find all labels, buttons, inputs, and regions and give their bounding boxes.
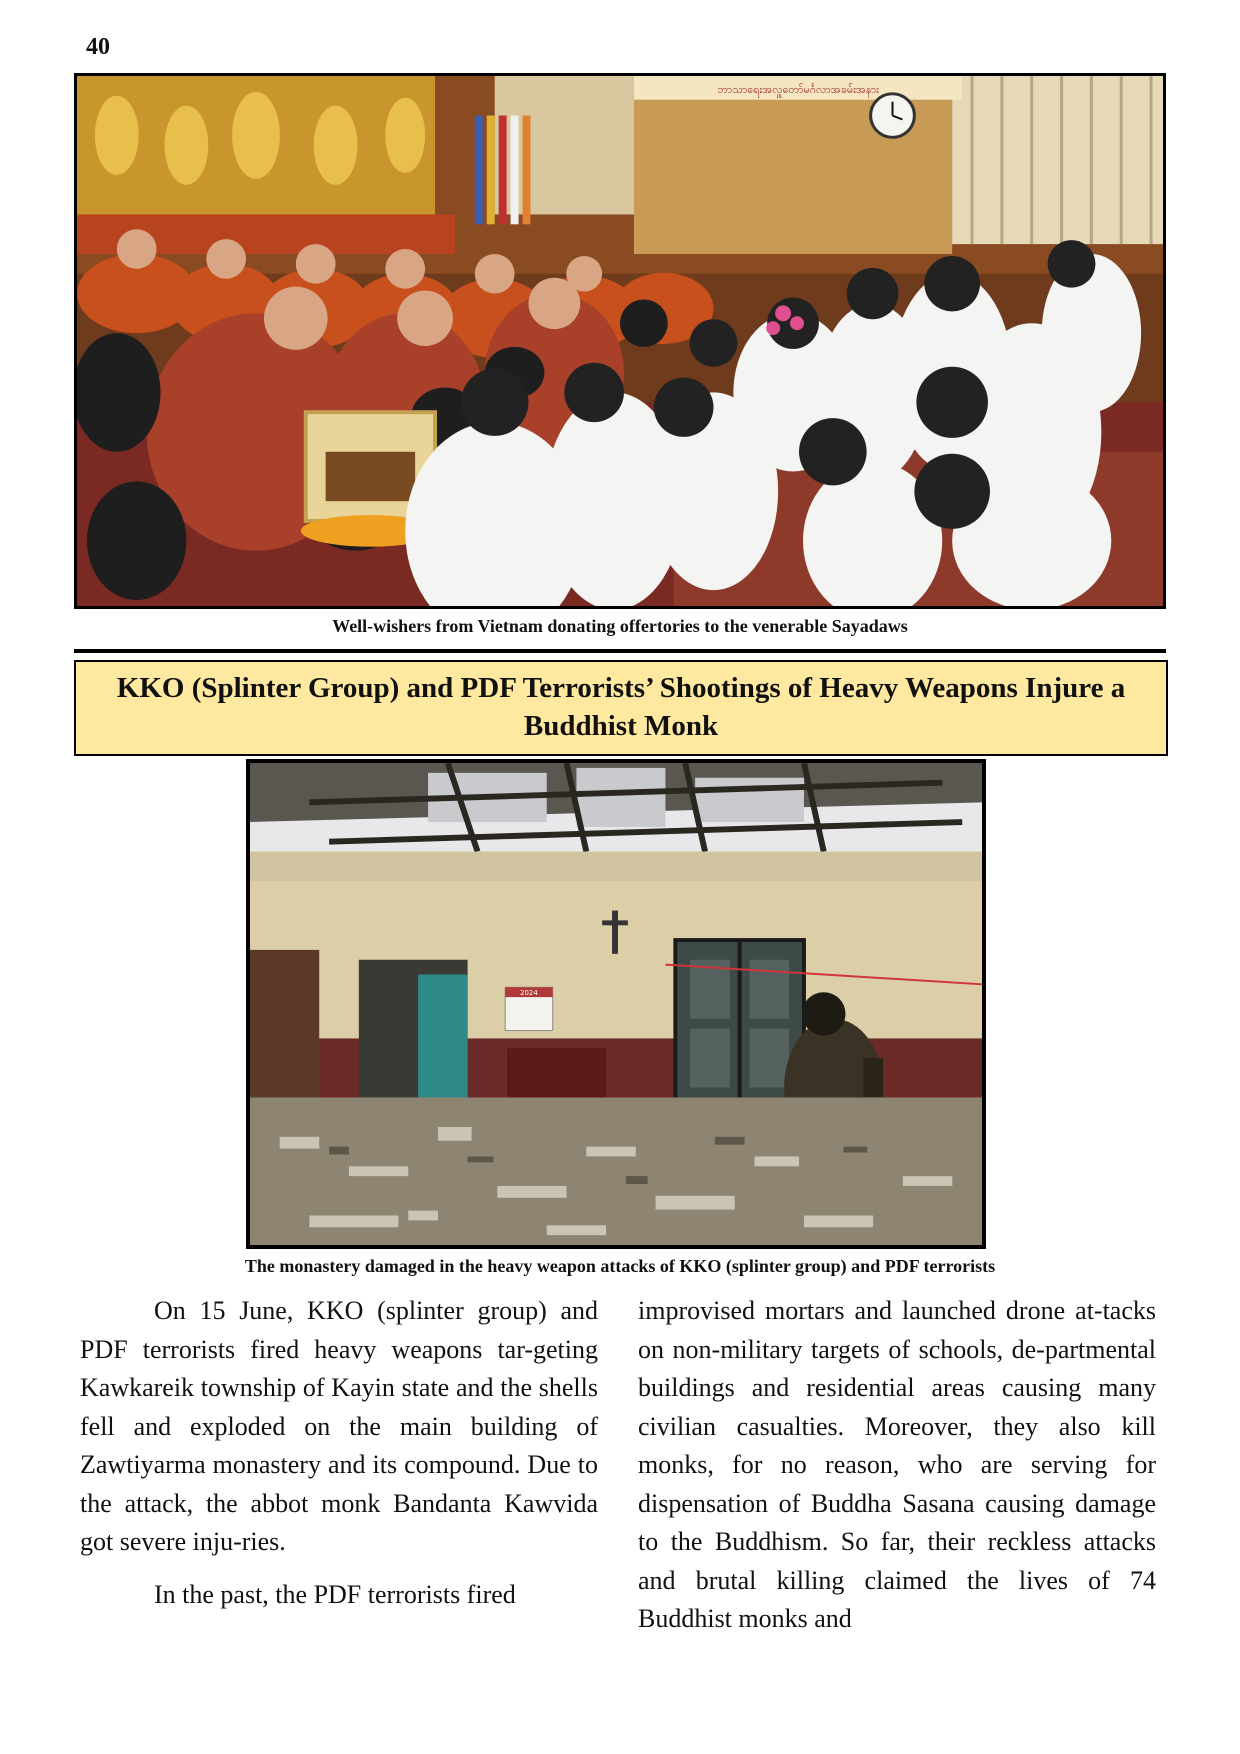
headline-box: [74, 660, 1168, 756]
damaged-monastery-photo: [246, 759, 986, 1249]
article-headline: KKO (Splinter Group) and PDF Terrorists’ Shootings of Heavy Weapons Injure a Buddhist Monk: [116, 672, 1126, 742]
section-divider: [74, 649, 1166, 653]
article-column-left: [80, 1292, 598, 1614]
top-figure-caption: Well-wishers from Vietnam donating offertories to the venerable Sayadaws: [332, 616, 908, 636]
article-paragraph: improvised mortars and launched drone at-tacks on non-military targets of schools, de-partmental buildings and residential areas causing many civilian casualties. Moreover, they also kill monks, for no reason, who are serving for dispensation of Buddha Sasana causing damage to the Buddhism. So far, their reckless attacks and brutal killing claimed the lives of 74 Buddhist monks and: [638, 1296, 1156, 1633]
ceremony-photo: [74, 73, 1166, 609]
monastery-figure-caption: The monastery damaged in the heavy weapon attacks of KKO (splinter group) and PDF terrorists: [244, 1256, 996, 1276]
article-paragraph: In the past, the PDF terrorists fired: [154, 1579, 516, 1609]
calendar-text: 2024: [520, 989, 538, 998]
banner-text: ဘာသာရေးအလှူတော်မင်္ဂလာအခမ်းအနား: [717, 82, 879, 96]
article-paragraph: On 15 June, KKO (splinter group) and PDF terrorists fired heavy weapons tar-geting Kawkareik township of Kayin state and the shells fell and exploded on the main building of Zawtiyarma monastery and its compound. Due to the attack, the abbot monk Bandanta Kawvida got severe inju-ries.: [80, 1296, 598, 1556]
ceremony-photo-illustration: [77, 76, 1163, 606]
article-column-right: [638, 1292, 1156, 1639]
page-number: 40: [86, 34, 110, 60]
damaged-monastery-illustration: [250, 763, 982, 1245]
